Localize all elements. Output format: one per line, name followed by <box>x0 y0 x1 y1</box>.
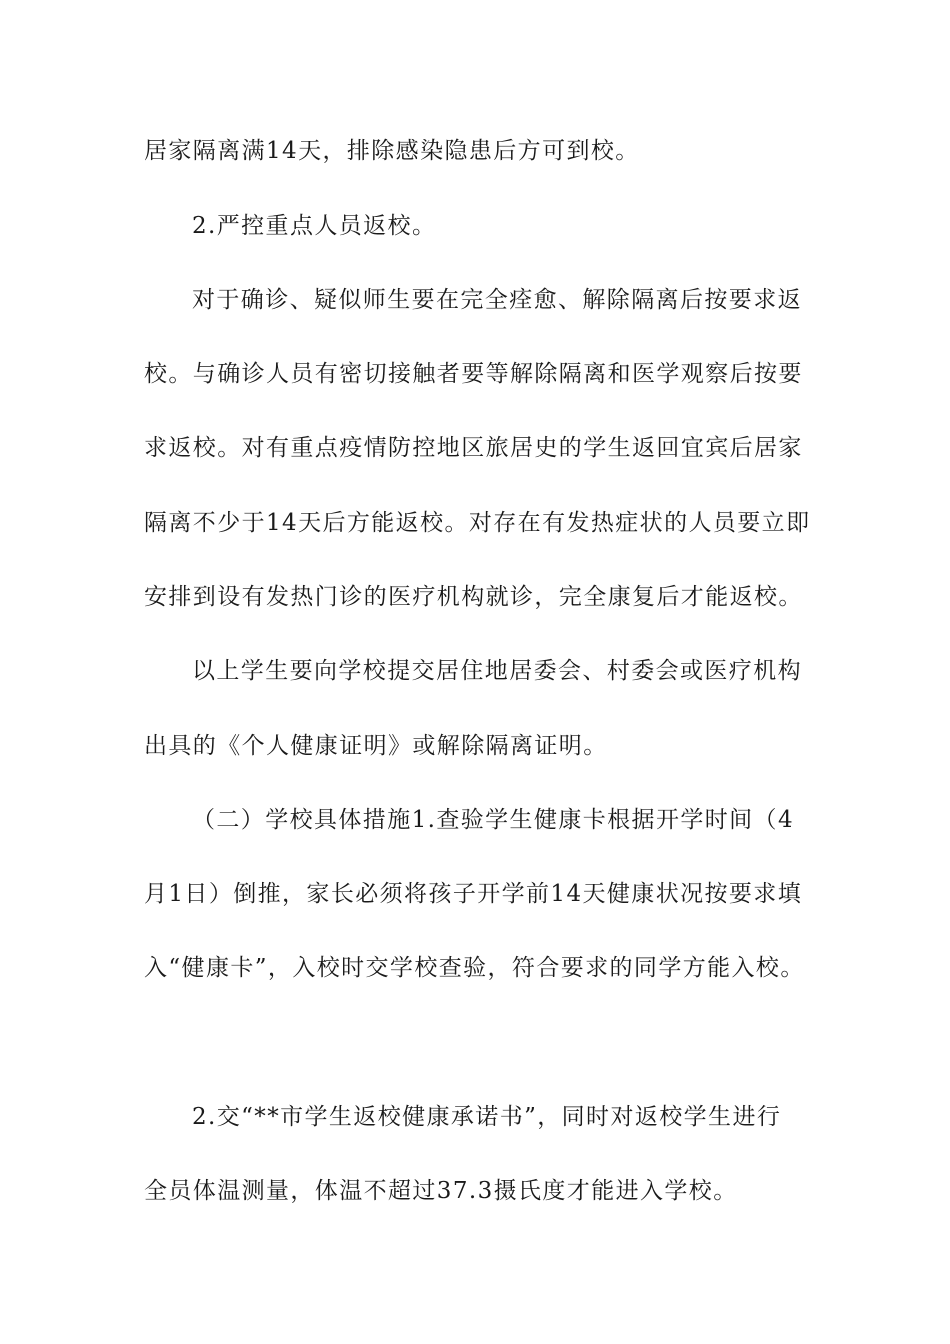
paragraph-line: 全员体温测量，体温不超过37.3摄氏度才能进入学校。 <box>144 1178 738 1204</box>
paragraph-line: 安排到设有发热门诊的医疗机构就诊，完全康复后才能返校。 <box>144 584 803 610</box>
paragraph-line: 月1日）倒推，家长必须将孩子开学前14天健康状况按要求填 <box>144 881 803 907</box>
paragraph-line: 对于确诊、疑似师生要在完全痊愈、解除隔离后按要求返 <box>192 287 802 313</box>
paragraph-line: 隔离不少于14天后方能返校。对存在有发热症状的人员要立即 <box>144 510 811 536</box>
paragraph-line: 2.交“**市学生返校健康承诺书”，同时对返校学生进行 <box>192 1104 782 1130</box>
paragraph-line: 以上学生要向学校提交居住地居委会、村委会或医疗机构 <box>192 658 802 684</box>
section-heading: （二）学校具体措施1.查验学生健康卡根据开学时间（4 <box>192 807 794 833</box>
paragraph-line: 求返校。对有重点疫情防控地区旅居史的学生返回宜宾后居家 <box>144 435 803 461</box>
section-heading: 2.严控重点人员返校。 <box>192 213 437 239</box>
paragraph-line: 入“健康卡”，入校时交学校查验，符合要求的同学方能入校。 <box>144 955 805 981</box>
paragraph-line: 出具的《个人健康证明》或解除隔离证明。 <box>144 733 608 759</box>
paragraph-line: 居家隔离满14天，排除感染隐患后方可到校。 <box>144 138 640 164</box>
paragraph-line: 校。与确诊人员有密切接触者要等解除隔离和医学观察后按要 <box>144 361 803 387</box>
